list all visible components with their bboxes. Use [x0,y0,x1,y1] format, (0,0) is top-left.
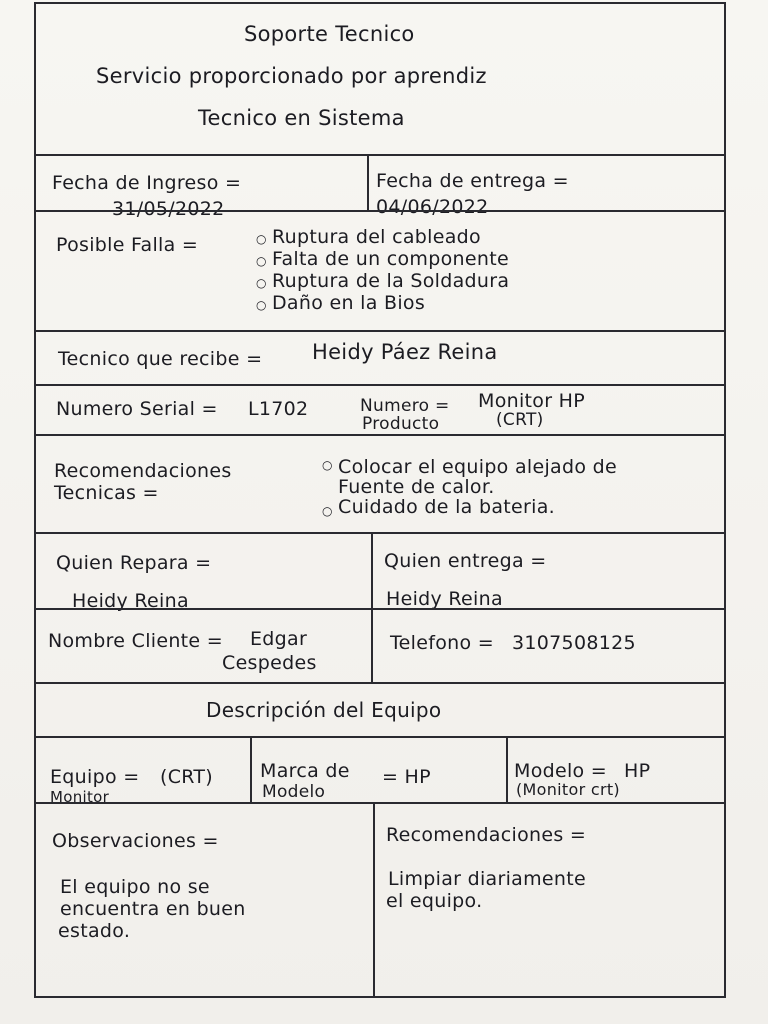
serial-value: L1702 [248,398,309,420]
serial-label: Numero Serial = [56,398,218,420]
ingreso-value: 31/05/2022 [112,198,225,220]
repara-label: Quien Repara = [56,552,212,574]
form-subtitle: Servicio proporcionado por aprendiz [96,64,487,88]
telefono-value: 3107508125 [512,632,636,654]
producto-label: Numero = [360,396,450,416]
recomendaciones-text: el equipo. [386,890,483,912]
falla-item: Ruptura de la Soldadura [272,270,510,292]
producto-value: (CRT) [496,410,544,430]
tecnico-value: Heidy Páez Reina [312,340,498,364]
observaciones-text: estado. [58,920,131,942]
divider [36,210,724,212]
marca-value: = HP [382,766,431,788]
recom-tec-label: Tecnicas = [54,482,159,504]
falla-item: Falta de un componente [272,248,509,270]
entrega-label: Quien entrega = [384,550,547,572]
producto-value: Monitor HP [478,390,586,412]
bullet-icon: ○ [256,276,267,290]
divider [36,434,724,436]
modelo-value: (Monitor crt) [516,780,620,799]
recomendaciones-label: Recomendaciones = [386,824,587,846]
divider [36,532,724,534]
entrega-date-label: Fecha de entrega = [376,170,569,192]
recomendaciones-text: Limpiar diariamente [388,868,587,890]
modelo-value: HP [624,760,651,782]
service-form [34,2,726,998]
recom-tec-item: Fuente de calor. [338,476,495,498]
recom-tec-label: Recomendaciones [54,460,232,482]
divider [36,682,724,684]
descripcion-title: Descripción del Equipo [206,698,442,722]
form-title: Soporte Tecnico [244,22,415,46]
entrega-date-value: 04/06/2022 [376,196,489,218]
recom-tec-item: Colocar el equipo alejado de [338,456,617,478]
cliente-label: Nombre Cliente = [48,630,223,652]
producto-label: Producto [362,414,440,434]
bullet-icon: ○ [256,254,267,268]
bullet-icon: ○ [322,504,333,518]
recom-tec-item: Cuidado de la bateria. [338,496,555,518]
entrega-value: Heidy Reina [386,588,503,610]
divider [36,330,724,332]
divider [36,384,724,386]
cliente-value: Cespedes [222,652,317,674]
falla-item: Ruptura del cableado [272,226,481,248]
repara-value: Heidy Reina [72,590,189,612]
cliente-value: Edgar [250,628,308,650]
divider [36,736,724,738]
bullet-icon: ○ [256,298,267,312]
equipo-value: (CRT) [160,766,214,788]
falla-item: Daño en la Bios [272,292,426,314]
divider [371,532,373,682]
modelo-label: Modelo = [514,760,608,782]
equipo-label: Equipo = [50,766,140,788]
marca-label: Modelo [262,782,326,802]
divider [373,802,375,998]
bullet-icon: ○ [256,232,267,246]
divider [367,154,369,210]
divider [36,802,724,804]
observaciones-text: El equipo no se [60,876,210,898]
bullet-icon: ○ [322,458,333,472]
form-program: Tecnico en Sistema [198,106,405,130]
falla-label: Posible Falla = [56,234,199,256]
equipo-value: Monitor [50,788,110,806]
ingreso-label: Fecha de Ingreso = [52,172,242,194]
marca-label: Marca de [260,760,350,782]
tecnico-label: Tecnico que recibe = [58,348,263,370]
observaciones-text: encuentra en buen [60,898,246,920]
divider [506,736,508,802]
divider [250,736,252,804]
divider [36,608,724,610]
divider [36,154,724,156]
observaciones-label: Observaciones = [52,830,219,852]
telefono-label: Telefono = [390,632,494,654]
